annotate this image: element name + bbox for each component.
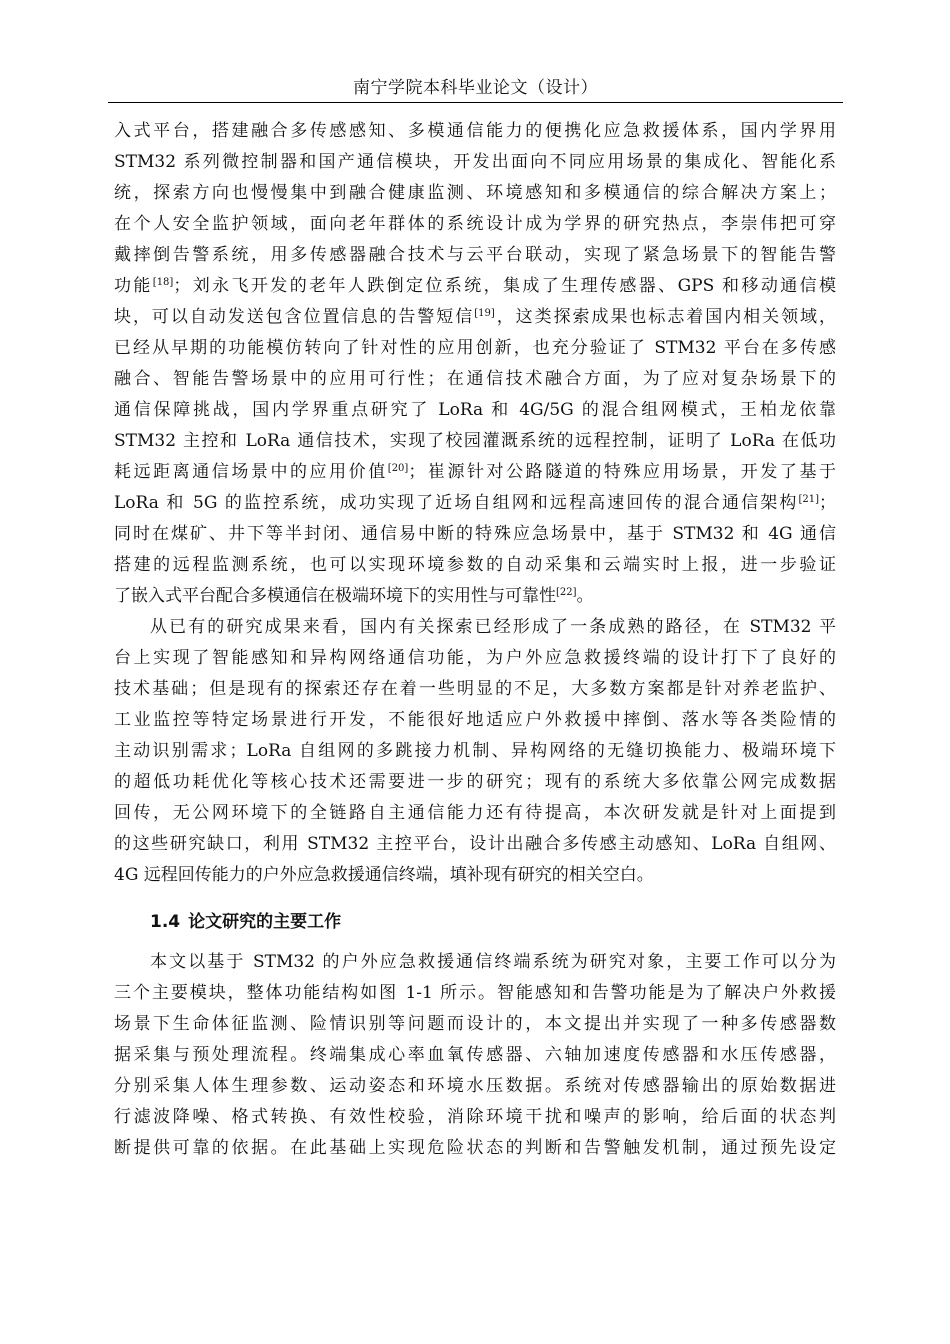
text-run: 了嵌入式平台配合多模通信在极端环境下的实用性与可靠性	[114, 586, 556, 606]
citation-ref: [20]	[387, 463, 409, 474]
text-line: 场景下生命体征监测、险情识别等问题而设计的，本文提出并实现了一种多传感器数	[114, 1014, 836, 1034]
text-line: 同时在煤矿、井下等半封闭、通信易中断的特殊应急场景中，基于 STM32 和 4G 通信	[114, 524, 836, 544]
text-line: 断提供可靠的依据。在此基础上实现危险状态的判断和告警触发机制，通过预先设定	[114, 1138, 836, 1158]
text-line	[114, 302, 836, 333]
text-line: 工业监控等特定场景进行开发，不能很好地适应户外救援中摔倒、落水等各类险情的	[114, 710, 836, 730]
citation-ref: [22]	[556, 587, 577, 598]
text-run: ；刘永飞开发的老年人跌倒定位系统，集成了生理传感器、GPS 和移动通信模	[173, 276, 836, 296]
section-spacer	[114, 891, 836, 903]
text-line	[114, 457, 836, 488]
text-line: 回传，无公网环境下的全链路自主通信能力还有待提高，本次研发就是针对上面提到	[114, 803, 836, 823]
text-line	[114, 488, 836, 519]
text-line: 入式平台，搭建融合多传感感知、多模通信能力的便携化应急救援体系，国内学界用	[114, 121, 836, 141]
text-line: 行滤波降噪、格式转换、有效性校验，消除环境干扰和噪声的影响，给后面的状态判	[114, 1107, 836, 1127]
text-line: 从已有的研究成果来看，国内有关探索已经形成了一条成熟的路径，在 STM32 平	[150, 617, 836, 637]
text-line: 技术基础；但是现有的探索还存在着一些明显的不足，大多数方案都是针对养老监护、	[114, 679, 836, 699]
text-line: 已经从早期的功能模仿转向了针对性的应用创新，也充分验证了 STM32 平台在多传感	[114, 338, 836, 358]
citation-ref: [18]	[152, 277, 174, 288]
section-heading	[114, 903, 836, 941]
text-line: 融合、智能告警场景中的应用可行性；在通信技术融合方面，为了应对复杂场景下的	[114, 369, 836, 389]
text-line: 据采集与预处理流程。终端集成心率血氧传感器、六轴加速度传感器和水压传感器，	[114, 1045, 836, 1065]
text-line: 主动识别需求；LoRa 自组网的多跳接力机制、异构网络的无缝切换能力、极端环境下	[114, 741, 836, 761]
text-line: 通信保障挑战，国内学界重点研究了 LoRa 和 4G/5G 的混合组网模式，王柏龙依靠	[114, 400, 836, 420]
citation-ref: [21]	[798, 494, 819, 505]
page-header	[108, 74, 843, 103]
text-line: 台上实现了智能感知和异构网络通信功能，为户外应急救援终端的设计打下了良好的	[114, 648, 836, 668]
text-line: 的超低功耗优化等核心技术还需要进一步的研究；现有的系统大多依靠公网完成数据	[114, 772, 836, 792]
text-run: 耗远距离通信场景中的应用价值	[114, 462, 388, 482]
text-run: 。	[576, 586, 594, 606]
text-line: STM32 主控和 LoRa 通信技术，实现了校园灌溉系统的远程控制，证明了 LoRa 在低功	[114, 431, 836, 451]
section-number: 1.4	[150, 912, 181, 932]
section-title: 论文研究的主要工作	[188, 912, 342, 932]
text-line: STM32 系列微控制器和国产通信模块，开发出面向不同应用场景的集成化、智能化系	[114, 152, 836, 172]
text-run: ，这类探索成果也标志着国内相关领域，	[494, 307, 837, 327]
text-line: 分别采集人体生理参数、运动姿态和环境水压数据。系统对传感器输出的原始数据进	[114, 1076, 836, 1096]
text-run: 块，可以自动发送包含位置信息的告警短信	[114, 307, 475, 327]
paragraph-1	[114, 116, 836, 612]
text-run: ；崔源针对公路隧道的特殊应用场景，开发了基于	[408, 462, 837, 482]
text-line: 统，探索方向也慢慢集中到融合健康监测、环境感知和多模通信的综合解决方案上；	[114, 183, 836, 203]
paragraph-3	[114, 947, 836, 1164]
header-title: 南宁学院本科毕业论文（设计）	[353, 78, 598, 98]
text-run: ；	[819, 493, 836, 513]
text-line: 戴摔倒告警系统，用多传感器融合技术与云平台联动，实现了紧急场景下的智能告警	[114, 245, 836, 265]
paragraph-2	[114, 612, 836, 891]
citation-ref: [19]	[474, 308, 495, 319]
text-line: 三个主要模块，整体功能结构如图 1-1 所示。智能感知和告警功能是为了解决户外救援	[114, 983, 836, 1003]
text-line: 4G 远程回传能力的户外应急救援通信终端，填补现有研究的相关空白。	[114, 865, 654, 885]
text-line	[114, 271, 836, 302]
text-run: LoRa 和 5G 的监控系统，成功实现了近场自组网和远程高速回传的混合通信架构	[114, 493, 799, 513]
text-line: 在个人安全监护领域，面向老年群体的系统设计成为学界的研究热点，李崇伟把可穿	[114, 214, 836, 234]
body-text	[114, 116, 836, 1164]
text-line: 本文以基于 STM32 的户外应急救援通信终端系统为研究对象，主要工作可以分为	[150, 952, 836, 972]
text-line: 的这些研究缺口，利用 STM32 主控平台，设计出融合多传感主动感知、LoRa 自组网、	[114, 834, 836, 854]
text-line	[114, 581, 836, 612]
text-line: 搭建的远程监测系统，也可以实现环境参数的自动采集和云端实时上报，进一步验证	[114, 555, 836, 575]
text-run: 功能	[114, 276, 153, 296]
